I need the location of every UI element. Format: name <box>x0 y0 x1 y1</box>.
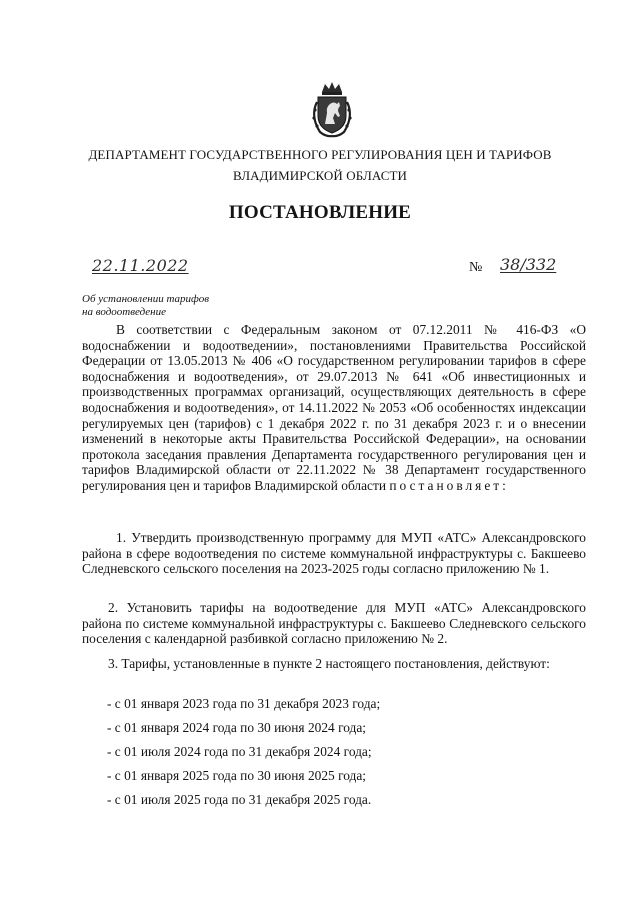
number-sign: № <box>469 260 483 275</box>
validity-period: - с 01 января 2025 года по 30 июня 2025 года; <box>107 768 367 783</box>
resolution-item-1 <box>82 530 586 577</box>
item-text: 3. Тарифы, установленные в пункте 2 настоящего постановления, действуют: <box>108 656 550 671</box>
preamble-text: В соответствии с Федеральным законом от 07.12.2011 № 416-ФЗ «О водоснабжении и водоотведении», постановлениями Правительства Российской Федерации от 13.05.2013 № 406 «О государственном регулировании тарифов в сфере водоснабжения и водоотведения», от 29.07.2013 № 641 «Об инвестиционных и производственных программах организаций, осуществляющих деятельность в сфере водоснабжения и водоотведения», от 14.11.2022 № 2053 «Об особенностях индексации регулируемых цен (тарифов) с 1 декабря 2022 г. по 31 декабря 2023 г. и о внесении изменений в некоторые акты Правительства Российской Федерации», на основании протокола заседания правления Департамента государственного регулирования цен и тарифов Владимирской области от 22.11.2022 № 38 Департамент государственного регулирования цен и тарифов Владимирской области <box>82 322 586 493</box>
department-name-line2: ВЛАДИМИРСКОЙ ОБЛАСТИ <box>232 168 408 183</box>
resolution-item-2 <box>82 600 586 647</box>
document-subject <box>82 293 209 319</box>
document-number: 38/332 <box>500 255 557 274</box>
validity-period: - с 01 января 2023 года по 31 декабря 2023 года; <box>107 696 381 711</box>
preamble-paragraph <box>82 322 586 494</box>
coat-of-arms-icon <box>308 80 356 138</box>
preamble <box>82 322 586 494</box>
document-title: ПОСТАНОВЛЕНИЕ <box>228 202 412 223</box>
item-text: 2. Установить тарифы на водоотведение для МУП «АТС» Александровского района по системе коммунальной инфраструктуры с. Бакшеево Следневского сельского поселения с календарной разбивкой согласно приложению № 2. <box>82 600 586 647</box>
department-name-line1: ДЕПАРТАМЕНТ ГОСУДАРСТВЕННОГО РЕГУЛИРОВАНИЯ ЦЕН И ТАРИФОВ <box>88 147 552 162</box>
subject-line1: Об установлении тарифов <box>82 293 209 305</box>
validity-period: - с 01 июля 2025 года по 31 декабря 2025 года. <box>107 792 372 807</box>
validity-period: - с 01 июля 2024 года по 31 декабря 2024 года; <box>107 744 372 759</box>
validity-period: - с 01 января 2024 года по 30 июня 2024 года; <box>107 720 367 735</box>
subject-line2: на водоотведение <box>82 306 167 318</box>
resolves-word: постановляет: <box>389 477 509 493</box>
resolution-item-3 <box>82 656 586 672</box>
item-text: 1. Утвердить производственную программу для МУП «АТС» Александровского района в сфере водоотведения по системе коммунальной инфраструктуры с. Бакшеево Следневского сельского поселения на 2023-2025 годы согласно приложению № 1. <box>82 530 586 577</box>
document-date: 22.11.2022 <box>92 256 189 275</box>
